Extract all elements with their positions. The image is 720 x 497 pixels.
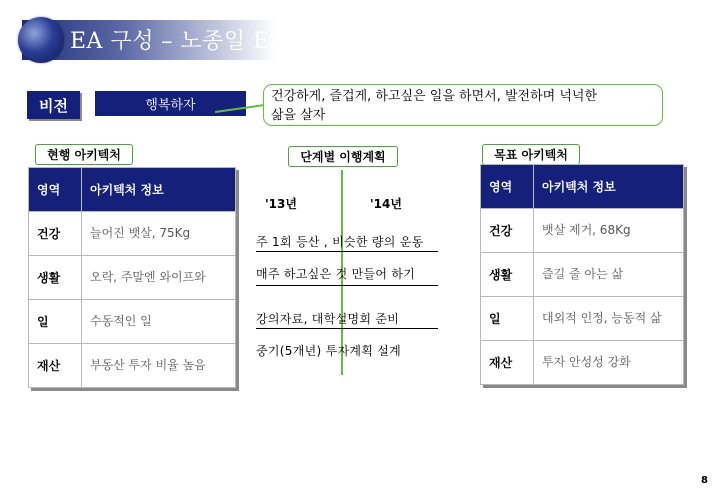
table-row — [481, 253, 684, 297]
row-value: 대외적 인정, 능동적 삶 — [534, 297, 684, 341]
year-end-label: '14년 — [370, 197, 402, 211]
table-row — [481, 341, 684, 385]
table-row — [29, 300, 236, 344]
table-row — [29, 256, 236, 300]
plan-underline — [256, 285, 438, 286]
target-architecture-label: 목표 아키텍처 — [482, 144, 580, 165]
column-header-info: 아키텍처 정보 — [82, 168, 236, 212]
row-key: 생활 — [29, 256, 82, 300]
page-number: 8 — [701, 475, 708, 486]
vision-callout — [263, 84, 663, 126]
row-value: 뱃살 제거, 68Kg — [534, 209, 684, 253]
row-key: 재산 — [29, 344, 82, 388]
plan-item: 매주 하고싶은 것 만들어 하기 — [256, 267, 416, 281]
vision-callout-line1: 건강하게, 즐겁게, 하고싶은 일을 하면서, 발전하며 넉넉한 — [271, 89, 598, 104]
row-key: 생활 — [481, 253, 534, 297]
row-value: 오락, 주말엔 와이프와 — [82, 256, 236, 300]
current-architecture-label: 현행 아키텍처 — [35, 144, 133, 165]
slide-title: EA 구성 – 노종일 EA — [70, 29, 287, 54]
row-value: 늘어진 뱃살, 75Kg — [82, 212, 236, 256]
transition-plan-label: 단계별 이행계획 — [288, 146, 398, 167]
row-key: 건강 — [29, 212, 82, 256]
plan-underline — [256, 328, 438, 329]
year-start-label: '13년 — [265, 197, 297, 211]
plan-item: 강의자료, 대학설명회 준비 — [256, 312, 400, 326]
table-row — [481, 209, 684, 253]
column-header-area: 영역 — [481, 165, 534, 209]
row-value: 수동적인 일 — [82, 300, 236, 344]
table-header-row — [481, 165, 684, 209]
plan-underline — [256, 251, 438, 252]
row-key: 일 — [481, 297, 534, 341]
row-value: 즐길 줄 아는 삶 — [534, 253, 684, 297]
target-architecture-table — [480, 164, 684, 385]
row-key: 일 — [29, 300, 82, 344]
row-value: 부동산 투자 비율 높음 — [82, 344, 236, 388]
vision-label: 비전 — [27, 91, 80, 119]
table-row — [481, 297, 684, 341]
vision-callout-line2: 삶을 살자 — [271, 108, 326, 123]
table-row — [29, 344, 236, 388]
row-key: 건강 — [481, 209, 534, 253]
table-row — [29, 212, 236, 256]
plan-item: 주 1회 등산 , 비슷한 량의 운동 — [256, 235, 424, 249]
plan-item: 중기(5개년) 투자계획 설계 — [256, 344, 402, 358]
title-orb-icon — [18, 17, 64, 63]
current-architecture-table — [28, 167, 236, 388]
row-value: 투자 안성성 강화 — [534, 341, 684, 385]
column-header-info: 아키텍처 정보 — [534, 165, 684, 209]
vision-value: 행복하자 — [95, 91, 246, 116]
column-header-area: 영역 — [29, 168, 82, 212]
table-header-row — [29, 168, 236, 212]
row-key: 재산 — [481, 341, 534, 385]
